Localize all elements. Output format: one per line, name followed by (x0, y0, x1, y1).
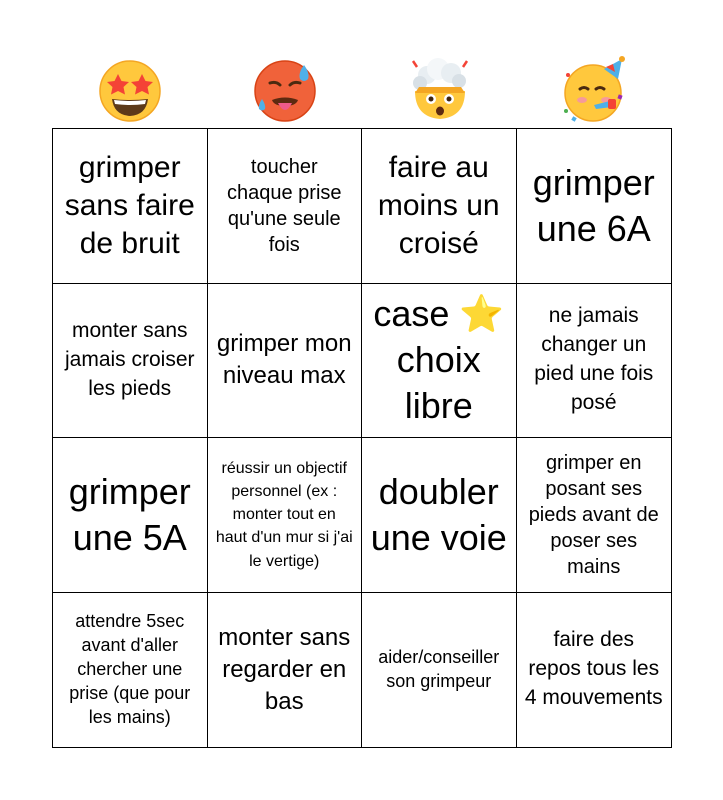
bingo-cell-text: case ⭐ choix libre (373, 293, 505, 427)
bingo-cell[interactable] (362, 438, 517, 593)
bingo-cell[interactable] (362, 284, 517, 439)
bingo-cell-text: grimper une 5A (68, 470, 191, 558)
partying-face-icon (560, 55, 630, 125)
bingo-cell-text: attendre 5sec avant d'aller chercher une prise (que pour les mains) (69, 610, 191, 727)
header-cell-4 (517, 52, 672, 128)
bingo-cell[interactable] (208, 129, 363, 284)
bingo-cell[interactable] (53, 284, 208, 439)
bingo-cell-text: doubler une voie (370, 470, 507, 558)
bingo-cell[interactable] (53, 438, 208, 593)
bingo-cell-text: monter sans regarder en bas (218, 623, 351, 715)
bingo-cell[interactable] (517, 593, 672, 748)
header-cell-2 (207, 52, 362, 128)
bingo-cell[interactable] (362, 129, 517, 284)
bingo-cell[interactable] (53, 593, 208, 748)
bingo-cell-text: grimper une 6A (532, 161, 655, 249)
bingo-cell[interactable] (53, 129, 208, 284)
bingo-cell-text: grimper mon niveau max (216, 330, 352, 390)
bingo-cell-text: grimper sans faire de bruit (64, 150, 195, 260)
emoji-header-row (52, 52, 672, 128)
bingo-cell-text: faire au moins un croisé (377, 150, 500, 260)
bingo-cell-text: toucher chaque prise qu'une seule fois (226, 155, 342, 256)
star-struck-icon (95, 55, 165, 125)
header-cell-3 (362, 52, 517, 128)
bingo-cell-text: aider/conseiller son grimpeur (378, 646, 500, 691)
header-cell-1 (52, 52, 207, 128)
bingo-cell-text: ne jamais changer un pied une fois posé (534, 304, 654, 415)
bingo-cell-text: réussir un objectif personnel (ex : monter tout en haut d'un mur si j'ai le vertige) (215, 459, 353, 570)
bingo-cell-text: grimper en posant ses pieds avant de poser ses mains (528, 451, 659, 578)
bingo-grid (52, 128, 672, 748)
bingo-cell[interactable] (517, 129, 672, 284)
bingo-cell[interactable] (208, 438, 363, 593)
bingo-cell[interactable] (517, 438, 672, 593)
bingo-cell-text: faire des repos tous les 4 mouvements (524, 628, 663, 710)
hot-face-icon (250, 55, 320, 125)
bingo-cell[interactable] (362, 593, 517, 748)
bingo-cell[interactable] (208, 284, 363, 439)
bingo-cell[interactable] (208, 593, 363, 748)
exploding-head-icon (405, 55, 475, 125)
bingo-cell-text: monter sans jamais croiser les pieds (64, 318, 195, 400)
bingo-cell[interactable] (517, 284, 672, 439)
